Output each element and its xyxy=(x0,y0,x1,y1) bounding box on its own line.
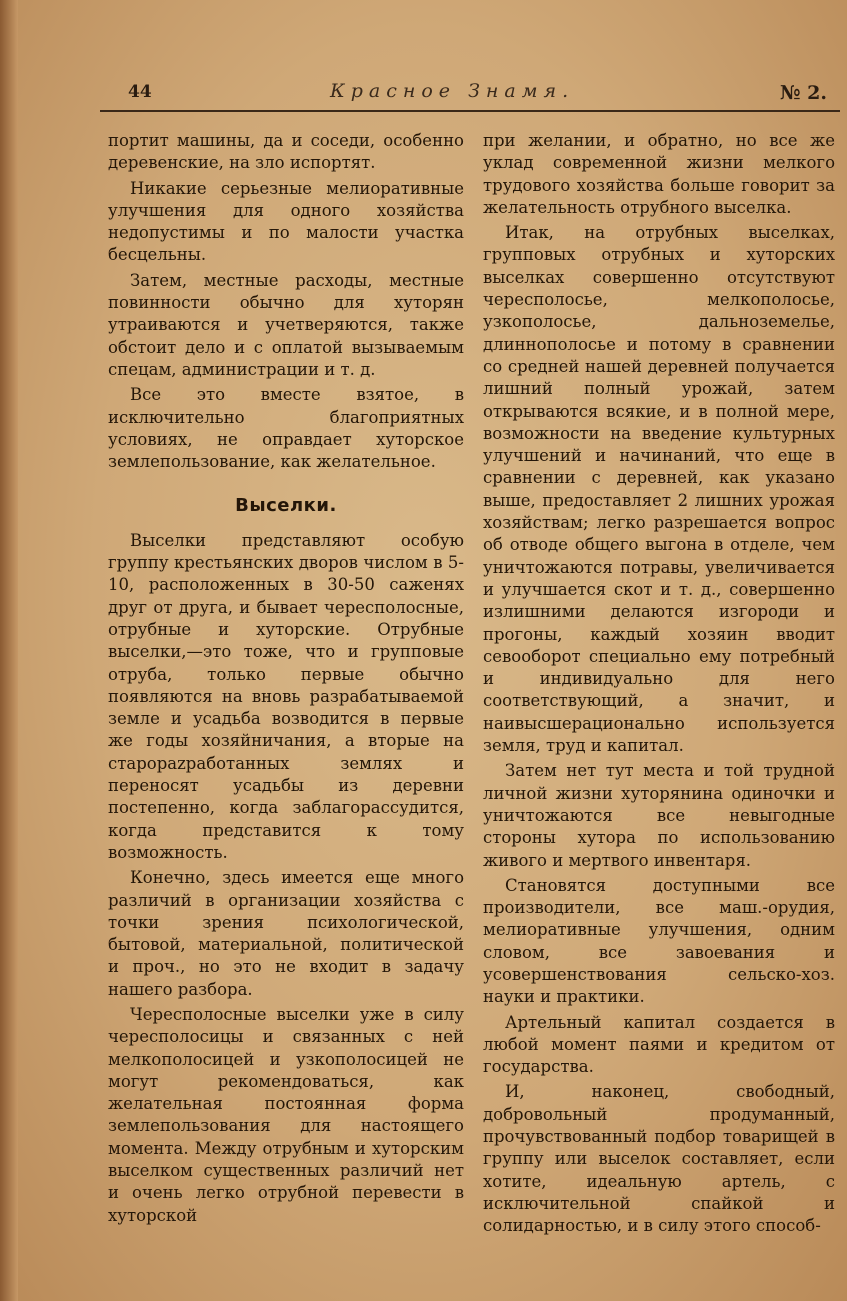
paragraph: Становятся доступными все производители, все маш.-орудия, мелиоративные улучшения, одним словом, все завоевания и усовершенствования сельско-хоз. науки и практики. xyxy=(483,875,835,1007)
paragraph: Итак, на отрубных выселках, групповых отрубных и хуторских выселках совершенно отсутствуют чересполосье, мелкополосье, узкополосье, дальноземелье, длиннополосье и потому в сравнении со средней нашей деревней получается лишний полный урожай, затем открываются всякие, и в полной мере, возможности на введение культурных улучшений и начинаний, что еще в сравнении с деревней, как указано выше, предоставляет 2 лишних урожая хозяйствам; легко разрешается вопрос об отводе общего выгона в отделе, чем уничтожаются потравы, увеличивается и улучшается скот и т. д., совершенно излишними делаются изгороди и прогоны, каждый хозяин вводит севооборот специально ему потребный и индивидуально для него соответствующий, а значит, и наивысшерационально используется земля, труд и капитал. xyxy=(483,223,835,756)
running-title: Красное Знамя. xyxy=(330,80,575,102)
left-column xyxy=(108,130,464,1227)
section-heading: Выселки. xyxy=(235,495,337,517)
paragraph: Никакие серьезные мелиоративные улучшения для одного хозяйства недопустимы и по малости участка бесцельны. xyxy=(108,178,464,265)
paragraph: Все это вместе взятое, в исключительно благоприятных условиях, не оправдает хуторское землепользование, как желательное. xyxy=(108,385,464,472)
paragraph: Выселки представляют особую группу крестьянских дворов числом в 5-10, расположенных в 30-50 саженях друг от друга, и бывает чересполосные, отрубные и хуторские. Отрубные выселки,—это тоже, что и групповые отруба, только первые обычно появляются на вновь разрабатываемой земле и усадьба возводится в первые же годы хозяйничания, а вторые на старорazрaбoтанных землях и переносят усадьбы из деревни постепенно, когда заблагорассудится, когда представится к тому возможность. xyxy=(108,530,464,862)
issue-number: № 2. xyxy=(779,82,827,104)
page-number: 44 xyxy=(128,82,152,102)
paragraph: Конечно, здесь имеется еще много различий в организации хозяйства с точки зрения психологической, бытовой, материальной, политической и проч., но это не входит в задачу нашего разбора. xyxy=(108,868,464,999)
paragraph: Артельный капитал создается в любой момент паями и кредитом от государства. xyxy=(483,1012,835,1077)
page-header xyxy=(100,78,835,108)
paragraph: Чересполосные выселки уже в силу чересполосицы и связанных с ней мелкополосицей и узкополосицей не могут рекомендоваться, как желательная постоянная форма землепользования для настоящего момента. Между отрубным и хуторским выселком существенных различий нет и очень легко отрубной перевести в хуторской xyxy=(108,1004,464,1225)
paragraph: И, наконец, свободный, добровольный продуманный, прочувствованный подбор товарищей в группу или выселок составляет, если хотите, идеальную артель, с исключительной спайкой и солидарностью, и в силу этого способ- xyxy=(483,1082,835,1236)
paragraph: при желании, и обратно, но все же уклад современной жизни мелкого трудового хозяйства больше говорит за желательность отрубного выселка. xyxy=(483,131,835,217)
right-column xyxy=(483,130,835,1238)
paragraph: Затем, местные расходы, местные повинности обычно для хуторян утраиваются и учетверяются, также обстоит дело и с оплатой вызываемым спецам, администрации и т. д. xyxy=(108,270,464,379)
header-rule xyxy=(100,110,840,112)
paragraph: Затем нет тут места и той трудной личной жизни хуторянина одиночки и уничтожаются все невыгодные стороны хутора по использованию живого и мертвого инвентаря. xyxy=(483,761,835,870)
paragraph: портит машины, да и соседи, особенно деревенские, на зло испортят. xyxy=(108,131,464,173)
page-edge-shadow xyxy=(0,0,18,1301)
